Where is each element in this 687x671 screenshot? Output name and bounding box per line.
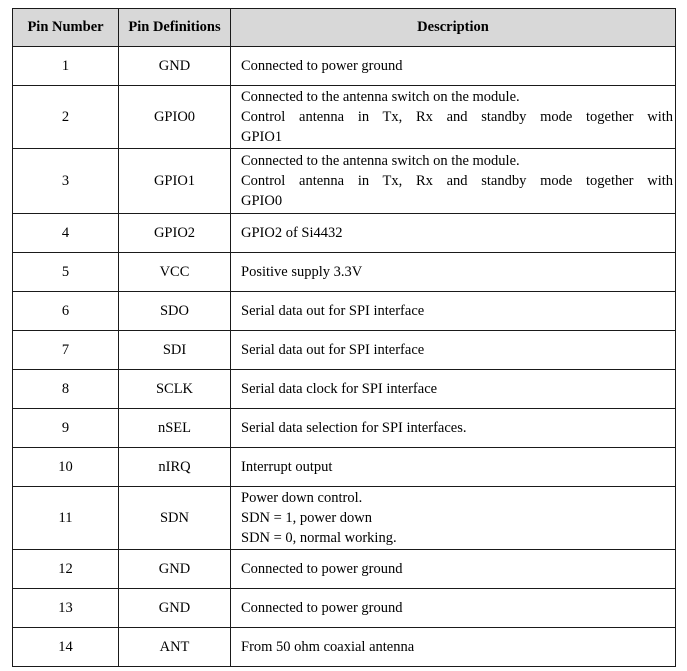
- description-cell: [231, 550, 676, 589]
- description-line: Serial data clock for SPI interface: [241, 381, 438, 397]
- pin-definition-cell: nSEL: [119, 409, 231, 448]
- pin-definition-cell: SDO: [119, 292, 231, 331]
- description-cell: [231, 253, 676, 292]
- description-cell: [231, 448, 676, 487]
- pin-definition-cell: GPIO2: [119, 214, 231, 253]
- pin-number-cell: 1: [13, 47, 119, 86]
- description-line: Connected to power ground: [241, 58, 403, 74]
- description-line: Interrupt output: [241, 459, 333, 475]
- pin-definition-table: [12, 8, 676, 667]
- description-line: Serial data selection for SPI interfaces.: [241, 420, 467, 436]
- table-row: [13, 253, 676, 292]
- header-description: Description: [231, 9, 676, 47]
- description-line: GPIO1: [241, 129, 283, 145]
- description-line: GPIO2 of Si4432: [241, 225, 343, 241]
- header-pin-definitions: Pin Definitions: [119, 9, 231, 47]
- pin-definition-cell: VCC: [119, 253, 231, 292]
- table-row: [13, 149, 676, 214]
- table-row: [13, 214, 676, 253]
- description-line: Control antenna in Tx, Rx and standby mode together with: [241, 173, 673, 189]
- pin-number-cell: 8: [13, 370, 119, 409]
- table-row: [13, 589, 676, 628]
- pin-definition-cell: GND: [119, 589, 231, 628]
- pin-number-cell: 2: [13, 86, 119, 149]
- description-line: GPIO0: [241, 193, 283, 209]
- description-line: SDN = 1, power down: [241, 510, 373, 526]
- description-cell: [231, 331, 676, 370]
- table-row: [13, 292, 676, 331]
- description-cell: [231, 149, 676, 214]
- table-row: [13, 409, 676, 448]
- description-line: From 50 ohm coaxial antenna: [241, 639, 415, 655]
- pin-definition-cell: SDI: [119, 331, 231, 370]
- description-line: Connected to power ground: [241, 561, 403, 577]
- pin-number-cell: 4: [13, 214, 119, 253]
- table-row: [13, 86, 676, 149]
- description-line: Serial data out for SPI interface: [241, 303, 425, 319]
- pin-number-cell: 13: [13, 589, 119, 628]
- table-row: [13, 331, 676, 370]
- table-row: [13, 487, 676, 550]
- description-cell: [231, 214, 676, 253]
- pin-number-cell: 12: [13, 550, 119, 589]
- table-row: [13, 448, 676, 487]
- pin-number-cell: 7: [13, 331, 119, 370]
- table-row: [13, 47, 676, 86]
- description-line: Serial data out for SPI interface: [241, 342, 425, 358]
- pin-definition-cell: SCLK: [119, 370, 231, 409]
- header-pin-number: Pin Number: [13, 9, 119, 47]
- description-cell: [231, 487, 676, 550]
- description-cell: [231, 47, 676, 86]
- table-body: [13, 47, 676, 667]
- description-line: SDN = 0, normal working.: [241, 530, 397, 546]
- description-line: Connected to the antenna switch on the module.: [241, 153, 520, 169]
- pin-definition-cell: nIRQ: [119, 448, 231, 487]
- description-cell: [231, 292, 676, 331]
- description-line: Positive supply 3.3V: [241, 264, 363, 280]
- table-header-row: [13, 9, 676, 47]
- description-line: Power down control.: [241, 490, 363, 506]
- description-line: Connected to the antenna switch on the module.: [241, 89, 520, 105]
- description-line: Control antenna in Tx, Rx and standby mode together with: [241, 109, 673, 125]
- pin-definition-cell: GPIO1: [119, 149, 231, 214]
- pin-number-cell: 9: [13, 409, 119, 448]
- table-row: [13, 550, 676, 589]
- pin-number-cell: 6: [13, 292, 119, 331]
- pin-number-cell: 14: [13, 628, 119, 667]
- pin-number-cell: 11: [13, 487, 119, 550]
- description-line: Connected to power ground: [241, 600, 403, 616]
- pin-definition-cell: ANT: [119, 628, 231, 667]
- description-cell: [231, 409, 676, 448]
- pin-number-cell: 10: [13, 448, 119, 487]
- pin-number-cell: 3: [13, 149, 119, 214]
- table-row: [13, 370, 676, 409]
- description-cell: [231, 86, 676, 149]
- pin-definition-cell: SDN: [119, 487, 231, 550]
- pin-definition-cell: GPIO0: [119, 86, 231, 149]
- pin-definition-cell: GND: [119, 47, 231, 86]
- description-cell: [231, 628, 676, 667]
- description-cell: [231, 589, 676, 628]
- description-cell: [231, 370, 676, 409]
- pin-number-cell: 5: [13, 253, 119, 292]
- table-row: [13, 628, 676, 667]
- pin-definition-cell: GND: [119, 550, 231, 589]
